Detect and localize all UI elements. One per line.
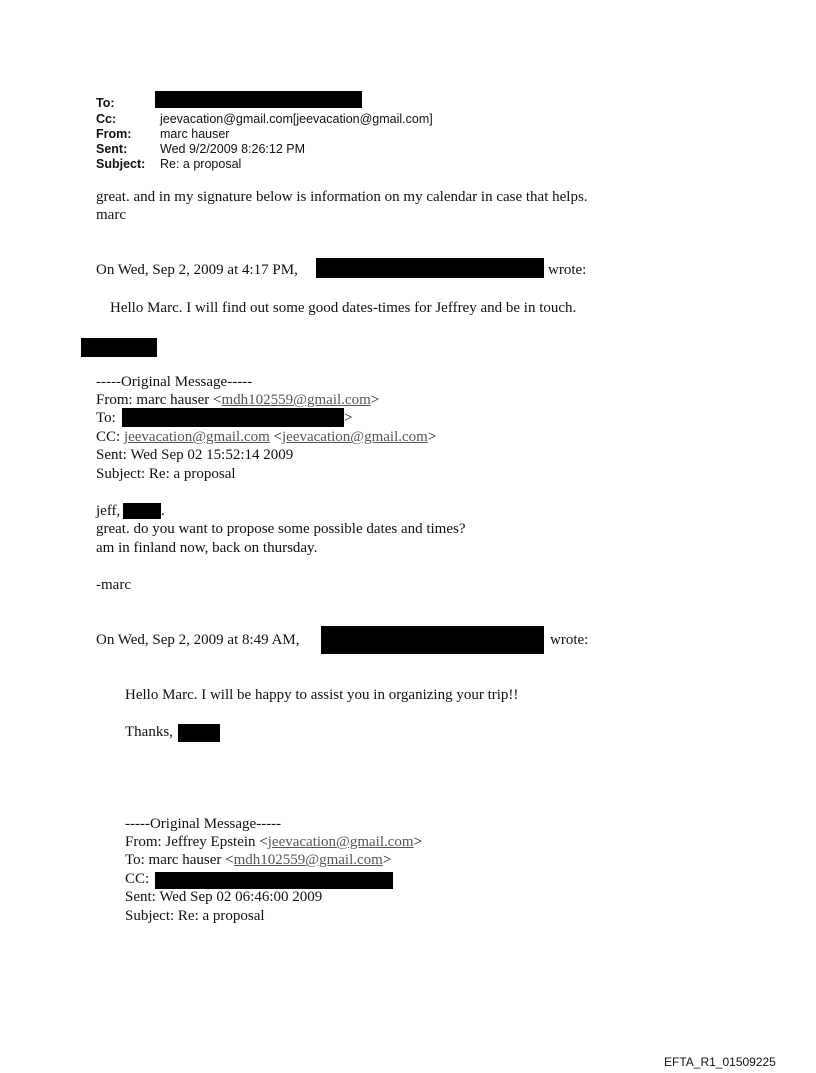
orig1-greeting: jeff, bbox=[96, 503, 121, 519]
sent-label: Sent: bbox=[96, 142, 128, 156]
orig1-cc-prefix: CC: bbox=[96, 429, 124, 445]
orig1-from-suffix: > bbox=[370, 392, 380, 408]
orig1-signoff: -marc bbox=[96, 577, 131, 593]
orig1-sent: Sent: Wed Sep 02 15:52:14 2009 bbox=[96, 447, 294, 463]
sent-value: Wed 9/2/2009 8:26:12 PM bbox=[160, 142, 306, 156]
quote2-text: Hello Marc. I will be happy to assist you in organizing your trip!! bbox=[125, 687, 519, 703]
redaction-box bbox=[178, 724, 220, 742]
cc-value: jeevacation@gmail.com[jeevacation@gmail.com] bbox=[160, 112, 433, 126]
orig2-from bbox=[125, 834, 422, 851]
orig1-to-label: To: bbox=[96, 410, 116, 426]
quote2-intro: On Wed, Sep 2, 2009 at 8:49 AM, bbox=[96, 632, 300, 648]
redaction-box bbox=[155, 91, 362, 108]
orig1-cc-mid: < bbox=[269, 429, 282, 445]
redaction-box bbox=[316, 258, 544, 278]
orig2-to-email-link[interactable]: mdh102559@gmail.com bbox=[233, 852, 383, 868]
quote1-intro: On Wed, Sep 2, 2009 at 4:17 PM, bbox=[96, 262, 298, 278]
orig1-from-email-link[interactable]: mdh102559@gmail.com bbox=[221, 392, 371, 408]
orig2-from-email-link[interactable]: jeevacation@gmail.com bbox=[267, 834, 414, 850]
orig1-line-2: am in finland now, back on thursday. bbox=[96, 540, 318, 556]
quote1-text: Hello Marc. I will find out some good dates-times for Jeffrey and be in touch. bbox=[110, 300, 577, 316]
redaction-box bbox=[123, 503, 161, 519]
quote2-wrote: wrote: bbox=[550, 632, 589, 648]
orig2-from-suffix: > bbox=[413, 834, 423, 850]
orig1-subject: Subject: Re: a proposal bbox=[96, 466, 236, 482]
orig1-to-suffix: > bbox=[344, 410, 353, 426]
cc-label: Cc: bbox=[96, 112, 117, 126]
from-value: marc hauser bbox=[160, 127, 230, 141]
redaction-box bbox=[155, 872, 393, 889]
orig2-to-prefix: To: marc hauser < bbox=[125, 852, 234, 868]
orig1-line-1: great. do you want to propose some possible dates and times? bbox=[96, 521, 466, 537]
orig1-from-prefix: From: marc hauser < bbox=[96, 392, 222, 408]
body-line-2: marc bbox=[96, 207, 126, 223]
orig2-cc-label: CC: bbox=[125, 871, 150, 887]
orig1-cc bbox=[96, 429, 436, 446]
orig2-to bbox=[125, 852, 391, 869]
redaction-box bbox=[81, 338, 157, 357]
quote1-wrote: wrote: bbox=[548, 262, 587, 278]
orig1-cc-suffix: > bbox=[427, 429, 437, 445]
orig2-subject: Subject: Re: a proposal bbox=[125, 908, 265, 924]
redaction-box bbox=[321, 626, 544, 654]
body-line-1: great. and in my signature below is information on my calendar in case that helps. bbox=[96, 189, 588, 205]
orig2-to-suffix: > bbox=[382, 852, 392, 868]
to-label: To: bbox=[96, 96, 115, 110]
orig2-from-prefix: From: Jeffrey Epstein < bbox=[125, 834, 268, 850]
orig1-cc-email-link[interactable]: jeevacation@gmail.com bbox=[123, 429, 270, 445]
orig1-greeting-period: . bbox=[161, 503, 165, 519]
from-label: From: bbox=[96, 127, 132, 141]
orig1-cc-email-link-2[interactable]: jeevacation@gmail.com bbox=[282, 429, 428, 445]
orig2-separator: -----Original Message----- bbox=[125, 816, 282, 832]
redaction-box bbox=[122, 408, 344, 427]
orig1-separator: -----Original Message----- bbox=[96, 374, 253, 390]
subject-label: Subject: bbox=[96, 157, 146, 171]
subject-value: Re: a proposal bbox=[160, 157, 242, 171]
document-id: EFTA_R1_01509225 bbox=[664, 1055, 776, 1069]
orig1-from bbox=[96, 392, 379, 409]
quote2-thanks: Thanks, bbox=[125, 724, 173, 740]
orig2-sent: Sent: Wed Sep 02 06:46:00 2009 bbox=[125, 889, 323, 905]
